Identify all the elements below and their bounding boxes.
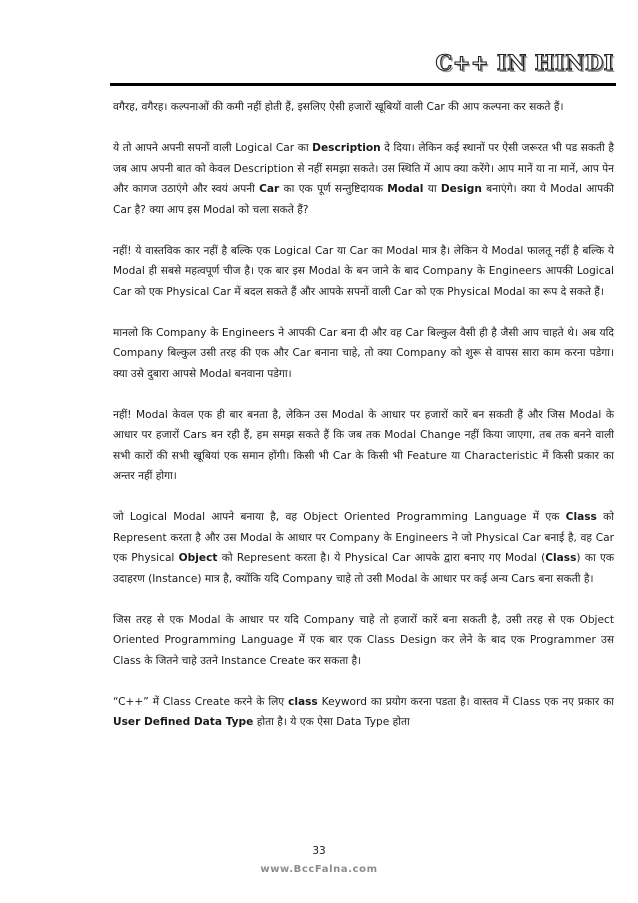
text-run: Keyword का प्रयोग करना पडता है। वास्तव में Class एक नए प्रकार का [317, 695, 614, 708]
bold-term: Description [312, 142, 381, 154]
paragraph [113, 138, 614, 220]
text-run: “C++” में Class Create करने के लिए [113, 695, 289, 708]
text-run: नहीं! Modal केवल एक ही बार बनता है, लेकिन उस Modal के आधार पर हजारों कारें बन सकती हैं और जिस Modal के आधार पर हजारों Cars बन रही हैं, हम समझ सकते हैं कि जब तक Modal Change नहीं किया जाएगा, तब तक बनने वाली सभी कारों की सभी खूबियां एक समान होंगी। किसी भी Car के किसी भी Feature या Characteristic में किसी प्रकार का अन्तर नहीं होगा। [113, 408, 614, 482]
bold-term: Car [259, 183, 280, 195]
header-title: C++ IN HINDI [435, 50, 614, 75]
footer-url: www.BccFalna.com [260, 864, 378, 875]
paragraph [113, 405, 614, 487]
bold-term: Modal [387, 183, 424, 195]
bold-term: Class [545, 552, 577, 564]
text-run: नहीं! ये वास्तविक कार नहीं है बल्कि एक Logical Car या Car का Modal मात्र है। लेकिन ये Modal फालतू नहीं है बल्कि ये Modal ही सबसे महत्वपूर्ण चीज है। एक बार इस Modal के बन जाने के बाद Company के Engineers आपकी Logical Car को एक Physical Car में बदल सकते हैं और आपके सपनों वाली Car को एक Physical Modal का रूप दे सकते हैं। [113, 244, 614, 298]
text-run: ये तो आपने अपनी सपनों वाली Logical Car का [113, 142, 313, 154]
bold-term: Object [178, 552, 218, 564]
bold-term: User Defined Data Type [113, 716, 254, 728]
bold-term: Class [565, 511, 597, 523]
text-run: जिस तरह से एक Modal के आधार पर यदि Company चाहे तो हजारों कारें बना सकती है, उसी तरह से एक Object Oriented Programming Language में एक बार एक Class Design कर लेने के बाद एक Programmer उस Class के जितने चाहे उतने Instance Create कर सकता है। [113, 613, 614, 667]
text-run: को Represent करता है। ये Physical Car आपके द्वारा बनाए गए Modal ( [217, 552, 546, 564]
paragraph [113, 610, 614, 672]
page-number: 33 [312, 845, 326, 857]
text-run: जो Logical Modal आपने बनाया है, वह Object Oriented Programming Language में एक [113, 511, 566, 523]
text-run: को Represent करता है और उस Modal के आधार पर Company के Engineers ने जो Physical Car बनाई है, वह Car एक Physical [113, 511, 614, 564]
text-run: ) का एक उदाहरण (Instance) मात्र है, क्योंकि यदि Company चाहे तो उसी Modal के आधार पर कई अन्य Cars बना सकती है। [113, 552, 614, 585]
text-run: वगैरह, वगैरह। कल्पनाओं की कमी नहीं होती हैं, इसलिए ऐसी हजारों खूबियों वाली Car की आप कल्पना कर सकते हैं। [113, 101, 564, 113]
paragraph [113, 692, 614, 733]
text-run: या [423, 183, 441, 195]
paragraph [113, 241, 614, 303]
text-run: होता है। ये एक ऐसा Data Type होता [253, 716, 410, 728]
bold-term: class [288, 695, 318, 708]
paragraph [113, 323, 614, 385]
bold-term: Design [440, 183, 482, 195]
text-run: का एक पूर्ण सन्तुष्टिदायक [279, 183, 388, 195]
header-rule [110, 83, 616, 86]
paragraph [113, 97, 614, 118]
text-run: बनाएंगे। क्या ये Modal आपकी Car है? क्या आप इस Modal को चला सकते हैं? [113, 183, 614, 216]
paragraph [113, 507, 614, 589]
body-text [113, 97, 614, 753]
text-run: दे दिया। लेकिन कई स्थानों पर ऐसी जरूरत भी पड सकती है जब आप अपनी बात को केवल Description से नहीं समझा सकते। उस स्थिति में आप क्या करेंगे। आप मानें या ना मानें, आप पेन और कागज उठाएंगे और स्वयं अपनी [113, 142, 614, 195]
text-run: मानलो कि Company के Engineers ने आपकी Car बना दी और वह Car बिल्कुल वैसी ही है जैसी आप चाहते थे। अब यदि Company बिल्कुल उसी तरह की एक और Car बनाना चाहे, तो क्या Company को शुरू से वापस सारा काम करना पडेगा। क्या उसे दुबारा आपसे Modal बनवाना पडेगा। [113, 326, 614, 380]
